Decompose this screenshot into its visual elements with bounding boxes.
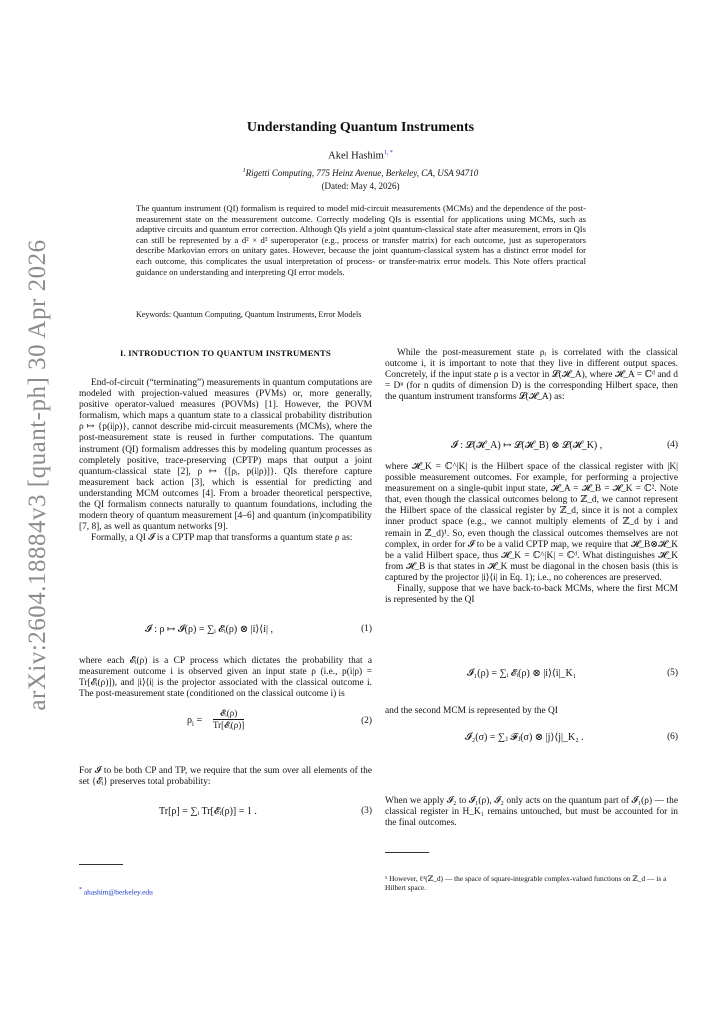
composition-paragraph: When we apply 𝓘₂ to 𝓘₁(ρ), 𝓘₂ only acts on the quantum part of 𝓘₁(ρ) — the classical register in H_K₁ remains untouched, but must be accounted for in the final outcomes. xyxy=(385,796,678,829)
paper-title: Understanding Quantum Instruments xyxy=(246,120,475,135)
back-to-back-paragraph: Finally, suppose that we have back-to-back MCMs, where the first MCM is represented by the QI xyxy=(385,584,678,606)
keywords: Keywords: Quantum Computing, Quantum Instruments, Error Models xyxy=(136,310,362,319)
right-paragraph-4 xyxy=(385,706,678,717)
hilbert-space-footnote: ¹ However, ℓ²(ℤ_d) — the space of square-integrable complex-valued functions on ℤ_d — is a Hilbert space. xyxy=(385,874,667,892)
equation-6-number: (6) xyxy=(667,732,678,742)
equation-1: 𝓘 : ρ ↦ 𝓘(ρ) = ∑ᵢ 𝓔ᵢ(ρ) ⊗ |i⟩⟨i| , xyxy=(145,624,273,635)
abstract: The quantum instrument (QI) formalism is required to model mid-circuit measurements (MCMs) and the dependence of the post-measurement state on the measurement outcome. Correctly modeling QIs is essential for applications using MCMs, such as adaptive circuits and quantum error correction. Although QIs yield a joint quantum-classical state after measurement, errors in QIs can still be represented by a d² × d² superoperator (e.g., process or transfer matrix) for each outcome, just as superoperators describe Markovian errors on unitary gates. However, because the joint quantum-classical system has a distinct error model for each outcome, this complicates the usual interpretation of process- or transfer-matrix error models. This Note offers practical guidance on understanding and interpreting QI error models. xyxy=(136,203,586,277)
author-email-link[interactable]: ahashim@berkeley.edu xyxy=(83,887,153,897)
equation-2-number: (2) xyxy=(361,716,372,726)
equation-3-row xyxy=(79,806,372,822)
equation-5-number: (5) xyxy=(667,668,678,678)
equation-3: Tr[ρ] = ∑ᵢ Tr[𝓔ᵢ(ρ)] = 1 . xyxy=(159,806,257,817)
section-heading: I. INTRODUCTION TO QUANTUM INSTRUMENTS xyxy=(120,348,331,358)
equation-6-row xyxy=(385,732,678,746)
equation-4: 𝓘 : 𝓛(𝓗_A) ↦ 𝓛(𝓗_B) ⊗ 𝓛(𝓗_K) , xyxy=(451,440,603,451)
equation-2-lhs: $\rho_i$ = xyxy=(187,715,203,728)
second-mcm-paragraph: and the second MCM is represented by the QI xyxy=(385,706,558,716)
right-paragraph-5 xyxy=(385,796,678,829)
output-spaces-paragraph: While the post-measurement state ρᵢ is correlated with the classical outcome i, it is important to note that they live in different output spaces. Concretely, if the input state ρ is a vector in 𝓛(𝓗_A), where 𝓗_A = ℂᵈ and d = Dⁿ (for n qudits of dimension D) is the corresponding Hilbert space, then the quantum instrument transforms 𝓛(𝓗_A) as: xyxy=(385,348,678,403)
affiliation-line xyxy=(0,168,721,178)
left-paragraph-4 xyxy=(79,766,372,788)
author-line xyxy=(0,150,721,162)
author-marks: 1, * xyxy=(383,150,393,156)
equation-2-numerator: 𝓔ᵢ(ρ) xyxy=(213,708,244,720)
equation-6: 𝓘₂(σ) = ∑ⱼ 𝓕ⱼ(σ) ⊗ |j⟩⟨j|_K₂ . xyxy=(465,732,584,743)
affiliation: Rigetti Computing, 775 Heinz Avenue, Berkeley, CA, USA 94710 xyxy=(245,168,479,178)
equation-5: 𝓘₁(ρ) = ∑ᵢ 𝓔ᵢ(ρ) ⊗ |i⟩⟨i|_K₁ xyxy=(467,668,577,679)
equation-5-row xyxy=(385,668,678,682)
equation-2-fraction xyxy=(213,708,244,731)
footnote-mark: * xyxy=(79,887,82,893)
left-paragraph-3 xyxy=(79,656,372,700)
equation-1-row xyxy=(79,624,372,638)
equation-1-number: (1) xyxy=(361,624,372,634)
qi-definition-intro: Formally, a QI 𝓘 is a CPTP map that transforms a quantum state ρ as: xyxy=(91,533,353,544)
footnote-rule-right xyxy=(385,852,429,853)
email-footnote xyxy=(79,886,153,896)
affiliation-mark: 1 xyxy=(242,168,246,174)
classical-register-paragraph: where 𝓗_K = ℂ^|K| is the Hilbert space of the classical register with |K| possible measurement outcomes. For example, for performing a projective measurement on a single-qubit input state, 𝓗_A = 𝓗_B = 𝓗_K = ℂ². Note that, even though the classical outcomes belong to ℤ_d, we cannot represent the Hilbert space of the classical register by ℤ_d, since it is not a complex inner product space (e.g., we cannot multiply elements of ℤ_d by i and remain in ℤ_d)¹. So, even though the classical outcomes themselves are not complex, in order for 𝓘 to be a valid CPTP map, we require that 𝓗_B⊗𝓗_K be a valid Hilbert space, thus 𝓗_K = ℂ^|K| = ℂᵈ. What distinguishes 𝓗_K from 𝓗_B is that states in 𝓗_K must be diagonal in the chosen basis (this is captured by the projector |i⟩⟨i| in Eq. 1); i.e., no coherences are preserved. xyxy=(385,462,678,583)
right-paragraph-2 xyxy=(385,462,678,606)
cp-process-paragraph: where each 𝓔ᵢ(ρ) is a CP process which dictates the probability that a measurement outcome i is observed given an input state ρ (i.e., p(i|ρ) = Tr[𝓔ᵢ(ρ)]), and |i⟩⟨i| is the projector associated with the classical outcome i. The post-measurement state (conditioned on the classical outcome i) is xyxy=(79,656,372,700)
intro-paragraph: End-of-circuit (“terminating”) measurements in quantum computations are modeled with projection-valued measures (PVMs) or, more generally, positive operator-valued measures (POVMs) [1]. However, the POVM formalism, which maps a quantum state to a classical probability distribution ρ ↦ {p(i|ρ)}, cannot describe mid-circuit measurements (MCMs), where the post-measurement state is reused in further computations. The quantum instrument (QI) formalism addresses this by modeling quantum processes as completely positive, trace-preserving (CPTP) maps that output a joint quantum-classical state [2], ρ ↦ {[ρᵢ, p(i|ρ)]}. QIs therefore capture measurement back action [3], which is essential for predicting and understanding MCM outcomes [4]. From a broader theoretical perspective, the QI formalism connects naturally to quantum foundations, including the modern theory of quantum measurement [4–6] and quantum (in)compatibility [7, 8], as well as quantum networks [9]. xyxy=(79,378,372,533)
arxiv-id: arXiv:2604.18884v3 [quant-ph] 30 Apr 2026 xyxy=(24,239,51,711)
equation-4-row xyxy=(385,440,678,454)
equation-2-denominator: Tr[𝓔ᵢ(ρ)] xyxy=(213,720,245,730)
footnote-rule-left xyxy=(79,864,123,865)
equation-4-number: (4) xyxy=(667,440,678,450)
left-paragraph-1 xyxy=(79,378,372,544)
trace-preservation-paragraph: For 𝓘 to be both CP and TP, we require that the sum over all elements of the set {𝓔ᵢ} preserves total probability: xyxy=(79,766,372,788)
equation-3-number: (3) xyxy=(361,806,372,816)
dated-line: (Dated: May 4, 2026) xyxy=(321,181,400,191)
equation-2-row xyxy=(79,708,372,738)
right-paragraph-1 xyxy=(385,348,678,403)
author-name: Akel Hashim xyxy=(328,150,384,162)
arxiv-sidebar-stamp xyxy=(18,240,58,710)
